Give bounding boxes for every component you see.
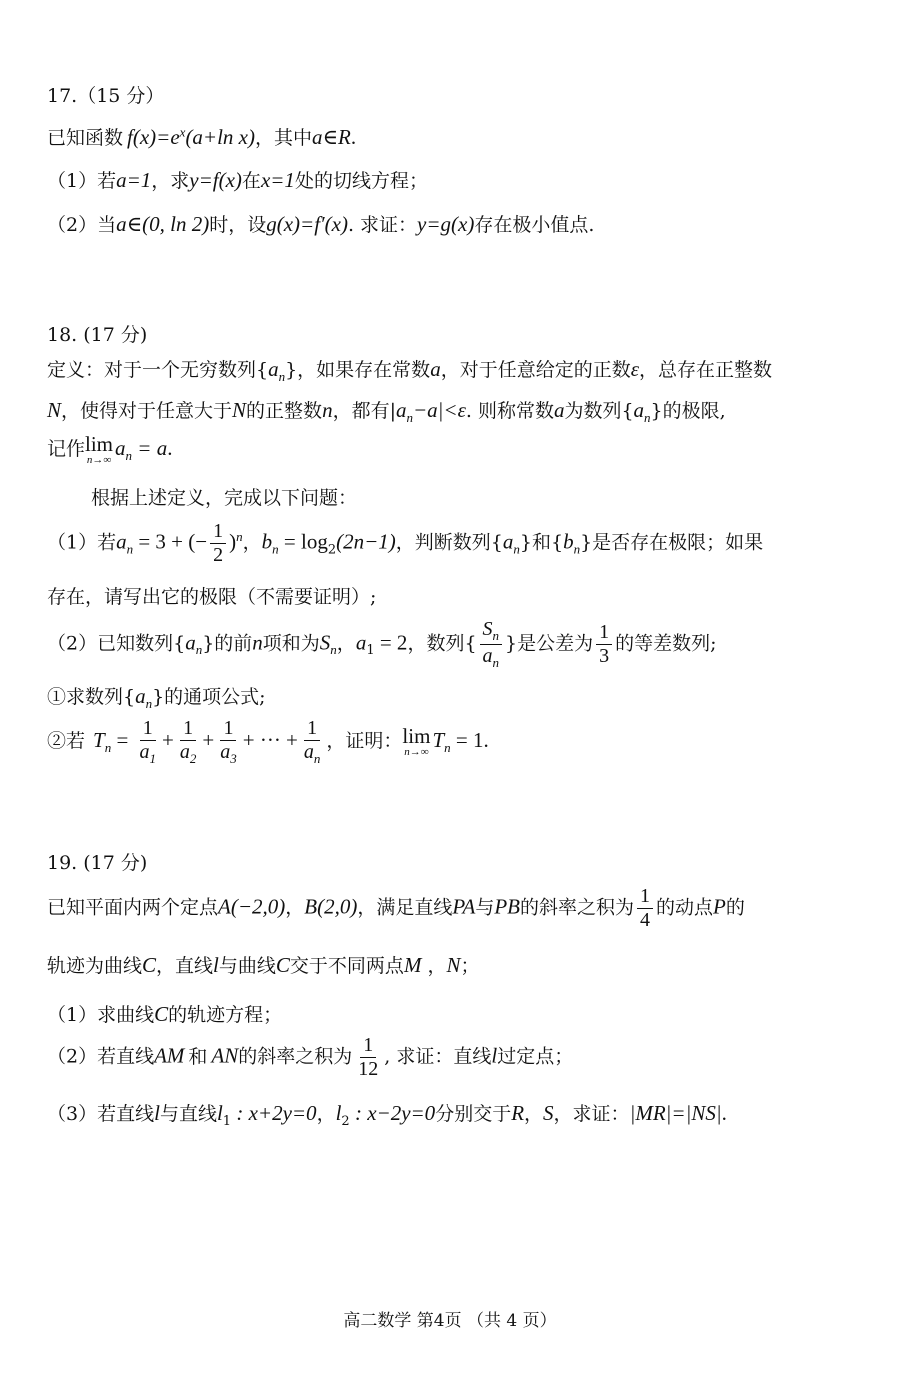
problem-18-q1: （1）若$a_n = 3$ + (− $\frac{1}{2}$ )$^n$，$b_n = \log_2(2n-1)$，判断数列$\{a_n\}$和$\{b_n\}$是否存在极限；如果 xyxy=(47,520,764,566)
problem-17-q1: （1）若a=1，求y=f(x)在x=1处的切线方程； xyxy=(47,168,428,192)
problem-18-definition-line-3: 记作 lim n→∞ $a_n = a$. xyxy=(47,432,173,466)
problem-19-heading: 19. (17 分) xyxy=(47,852,148,874)
problem-18-heading: 18. (17 分) xyxy=(47,324,148,346)
page-footer: 高二数学 第4页 （共 4 页） xyxy=(343,1311,557,1331)
problem-18-definition-line-2: N，使得对于任意大于N的正整数n，都有$|a_n-a|<\varepsilon$. 则称常数a为数列$\{a_n\}$的极限, xyxy=(47,398,726,425)
problem-18-intro: 根据上述定义，完成以下问题： xyxy=(91,487,358,509)
problem-19-stem-line-1: 已知平面内两个定点A(−2,0)，B(2,0)，满足直线PA与PB的斜率之积为 $\frac{1}{4}$ 的动点P的 xyxy=(47,885,745,931)
problem-19-q1: （1）求曲线C的轨迹方程； xyxy=(47,1002,283,1026)
problem-17-stem: 已知函数 $f(x)=e^x(a+\ln$ x)，其中a∈R. xyxy=(47,124,357,149)
problem-17-heading: 17.（15 分） xyxy=(47,85,165,107)
problem-18-sub-2: ②若 $T_n$ = $\frac{1}{a_1}$ + $\frac{1}{a_2}$ + $\frac{1}{a_3}$ + ··· + $\frac{1}{a_n}$ ，证明： lim n→∞ $T_n = 1$. xyxy=(47,717,489,766)
problem-18-q2: （2）已知数列$\{a_n\}$的前n项和为$S_n$，$a_1 = 2$，数列{ $\frac{S_n}{a_n}$ }是公差为 $\frac{1}{3}$ 的等差数列; xyxy=(47,618,717,670)
problem-18-sub-1: ①求数列$\{a_n\}$的通项公式; xyxy=(47,684,266,711)
problem-17-q2: （2）当a∈(0, ln 2)时，设g(x)=f′(x). 求证：y=g(x)存在极小值点. xyxy=(47,212,595,236)
problem-19-stem-line-2: 轨迹为曲线C，直线l与曲线C交于不同两点M ，N； xyxy=(47,953,480,977)
problem-19-q2: （2）若直线AM 和 AN的斜率之积为 $\frac{1}{12}$ , 求证：直线l过定点； xyxy=(47,1034,574,1080)
problem-19-q3: （3）若直线l与直线$l_1$ : x+2y=0，$l_2$ : x−2y=0分别交于R，S，求证：|MR|=|NS|. xyxy=(47,1101,727,1129)
problem-18-definition-line-1: 定义：对于一个无穷数列$\{a_n\}$，如果存在常数a，对于任意给定的正数ε，总存在正整数 xyxy=(47,357,772,384)
problem-18-q1-line-2: 存在，请写出它的极限（不需要证明）; xyxy=(47,586,377,608)
